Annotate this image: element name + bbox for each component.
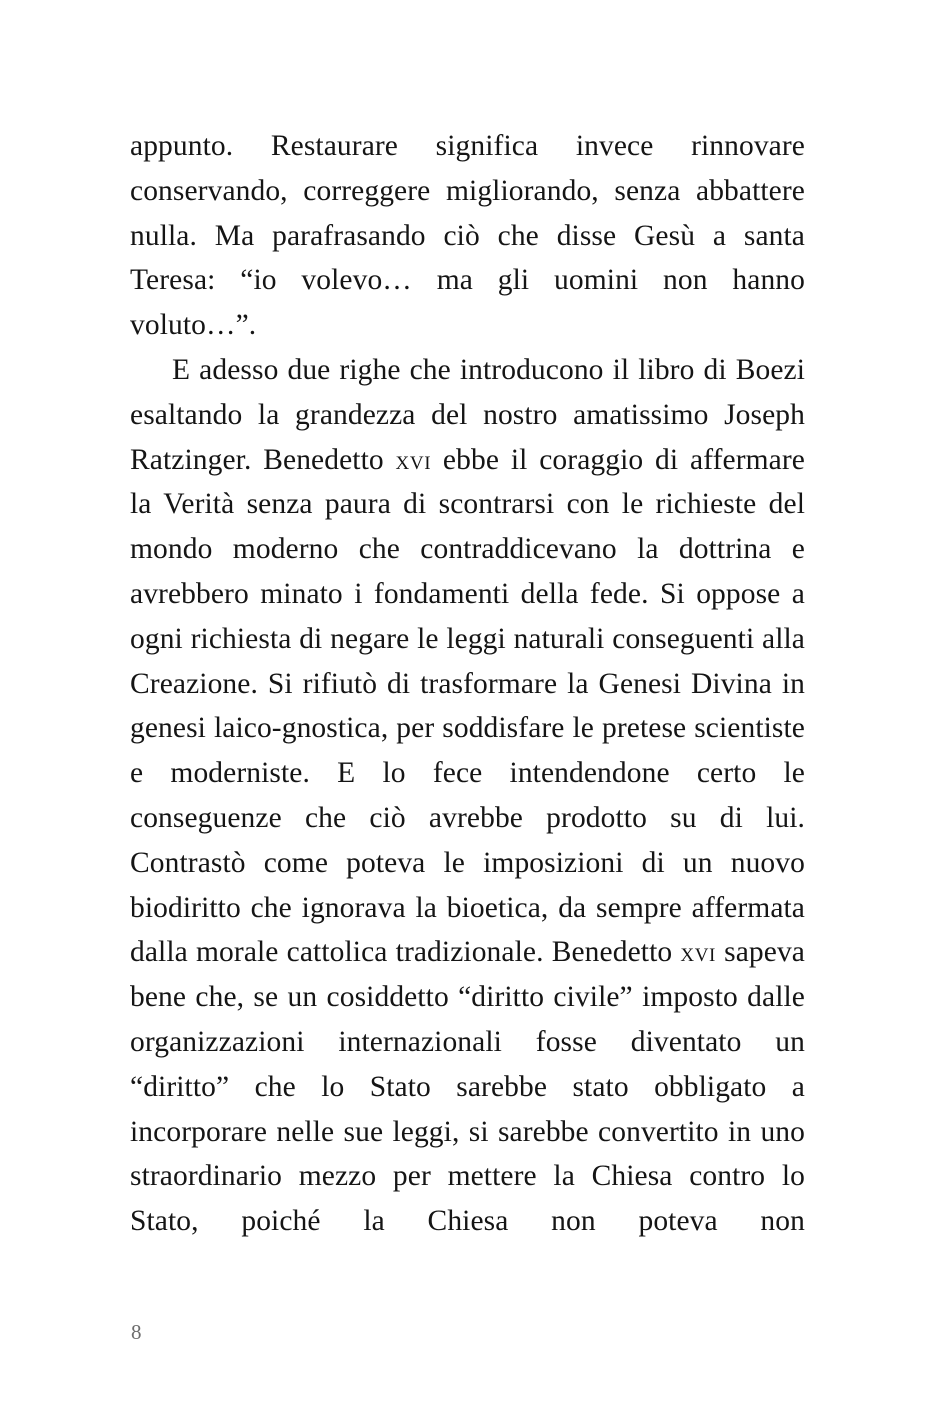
paragraph-continued: appunto. Restaurare significa invece rinnovare conservando, correggere migliorando, senza abbattere nulla. Ma parafrasando ciò che disse Gesù a santa Teresa: “io volevo… ma gli uomini non hanno voluto…”.: [130, 130, 805, 342]
roman-numeral-smallcaps: xvi: [680, 937, 716, 968]
page-text-block: [130, 124, 805, 1244]
roman-numeral-smallcaps: xvi: [395, 444, 432, 475]
paragraph-boezi-ratzinger: E adesso due righe che introducono il libro di Boezi esaltando la grandezza del nostro amatissimo Joseph Ratzinger. Benedetto xvi ebbe il coraggio di affermare la Verità senza paura di scontrarsi con le richieste del mondo moderno che contraddicevano la dottrina e avrebbero minato i fondamenti della fede. Si oppose a ogni richiesta di negare le leggi naturali conseguenti alla Creazione. Si rifiutò di trasformare la Genesi Divina in genesi laico-gnostica, per soddisfare le pretese scientiste e moderniste. E lo fece intendendone certo le conseguenze che ciò avrebbe prodotto su di lui. Contrastò come poteva le imposizioni di un nuovo biodiritto che ignorava la bioetica, da sempre affermata dalla morale cattolica tradizionale. Benedetto xvi sapeva bene che, se un cosiddetto “diritto civile” imposto dalle organizzazioni internazionali fosse diventato un “diritto” che lo Stato sarebbe stato obbligato a incorporare nelle sue leggi, si sarebbe convertito in uno straordinario mezzo per mettere la Chiesa contro lo Stato, poiché la Chiesa non poteva non: [130, 353, 805, 1238]
page-number: 8: [131, 1320, 142, 1344]
